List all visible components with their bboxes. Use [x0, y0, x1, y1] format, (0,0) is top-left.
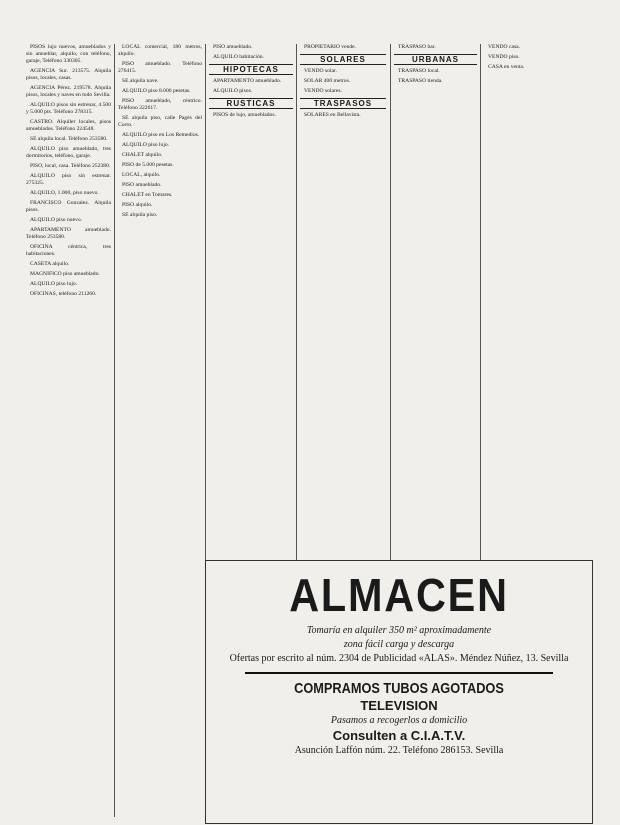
ad-line: Pasamos a recogerlos a domicilio — [330, 715, 468, 726]
ad-consult: Consulten a C.I.A.T.V. — [332, 728, 466, 743]
list-item: VENDO piso. — [488, 54, 520, 60]
section-heading-urbanas: URBANAS — [394, 54, 477, 65]
list-item: ALQUILO habitación. — [213, 54, 264, 60]
list-item: SE alquila nave. — [122, 78, 159, 84]
list-item: CASTRO. Alquiler locales, pisos amueblados. Teléfono 224548. — [26, 119, 111, 132]
ad-line: zona fácil carga y descarga — [343, 639, 455, 650]
list-item: ALQUILO piso 8.000 pesetas. — [122, 88, 191, 94]
list-item: PROPIETARIO vende. — [304, 44, 357, 50]
list-item: TRASPASO local. — [398, 68, 440, 74]
list-item: PISO de 5.000 pesetas. — [122, 162, 174, 168]
list-item: ALQUILO piso lujo. — [122, 142, 170, 148]
list-item: CASA en venta. — [488, 64, 525, 70]
list-item: PISOS lujo nuevos, amueblados y sin amueblar, alquilo, con teléfono, garaje, Teléfono 330305. — [26, 44, 111, 64]
list-item: ALQUILO piso sin estrenar. 275325. — [26, 173, 111, 186]
ad-buy-heading: COMPRAMOS TUBOS AGOTADOS — [294, 680, 504, 697]
list-item: ALQUILO, 1.000, piso nuevo. — [30, 190, 99, 196]
list-item: ALQUILO pisos sin estrenar, 4.500 y 5.000 pts. Teléfono 278315. — [26, 102, 111, 115]
list-item: AGENCIA Pérez. 219578. Alquila pisos, locales y naves en todo Sevilla. — [26, 85, 111, 98]
list-item: OFICINA céntrica, tres habitaciones. — [26, 244, 111, 257]
ad-title: ALMACEN — [289, 569, 509, 621]
list-item: CHALET alquilo. — [122, 152, 163, 158]
list-item: PISO amueblado, céntrico. Teléfono 222617. — [118, 98, 202, 111]
list-item: CHALET en Tomares. — [122, 192, 173, 198]
ad-address: Asunción Laffón núm. 22. Teléfono 286153. Sevilla — [294, 745, 504, 756]
list-item: TRASPASO bar. — [398, 44, 436, 50]
ad-line: Ofertas por escrito al núm. 2304 de Publicidad «ALAS». Méndez Núñez, 13. Sevilla — [229, 653, 569, 664]
section-heading-hipotecas: HIPOTECAS — [209, 64, 293, 75]
list-item: AGENCIA Sur. 213575. Alquila pisos, locales, casas. — [26, 68, 111, 81]
list-item: VENDO solares. — [304, 88, 342, 94]
list-item: PISO amueblado. Teléfono 276415. — [118, 61, 202, 74]
section-heading-rusticas: RUSTICAS — [209, 98, 293, 109]
list-item: VENDO casa. — [488, 44, 520, 50]
ad-line: Tomaría en alquiler 350 m² aproximadamente — [306, 625, 492, 636]
list-item: ALQUILO piso nuevo. — [30, 217, 83, 223]
ad-frame — [205, 560, 593, 824]
column-1 — [26, 44, 111, 817]
section-heading-solares: SOLARES — [300, 54, 386, 65]
list-item: PISO amueblado. — [213, 44, 253, 50]
column-3 — [209, 44, 293, 555]
list-item: SE alquila piso. — [122, 212, 158, 218]
column-2 — [118, 44, 202, 555]
list-item: PISO, local, casa. Teléfono 252380. — [30, 163, 111, 169]
list-item: SOLARES en Bellavista. — [304, 112, 361, 118]
list-item: OFICINAS, teléfono 211260. — [30, 291, 97, 297]
list-item: PISOS de lujo, amueblados. — [213, 112, 276, 118]
list-item: ALQUILO piso en Los Remedios. — [122, 132, 200, 138]
list-item: SOLAR 400 metros. — [304, 78, 351, 84]
list-item: APARTAMENTO amueblado. Teléfono 253580. — [26, 227, 111, 240]
list-item: ALQUILO pisos. — [213, 88, 253, 94]
list-item: FRANCISCO Gonzalez. Alquila pisos. — [26, 200, 111, 213]
column-4 — [300, 44, 386, 555]
list-item: VENDO solar. — [304, 68, 337, 74]
list-item: ALQUILO piso lujo. — [30, 281, 78, 287]
list-item: LOCAL, alquilo. — [122, 172, 161, 178]
ad-tv-heading: TELEVISION — [360, 698, 438, 713]
list-item: ALQUILO piso amueblado, tres dormitorios, teléfono, garaje. — [26, 146, 111, 159]
list-item: TRASPASO tienda. — [398, 78, 443, 84]
list-item: PISO amueblado. — [122, 182, 162, 188]
list-item: CASETA alquilo. — [30, 261, 70, 267]
list-item: LOCAL comercial, 180 metros, alquilo. — [118, 44, 202, 57]
list-item: MAGNIFICO piso amueblado. — [30, 271, 100, 277]
column-rule — [114, 44, 115, 817]
section-heading-traspasos: TRASPASOS — [300, 98, 386, 109]
list-item: APARTAMENTO amueblado. — [213, 78, 282, 84]
list-item: SE alquila piso, calle Pagés del Corro. — [118, 115, 202, 128]
list-item: SE alquila local. Teléfono 253580. — [30, 136, 108, 142]
list-item: PISO alquilo. — [122, 202, 153, 208]
